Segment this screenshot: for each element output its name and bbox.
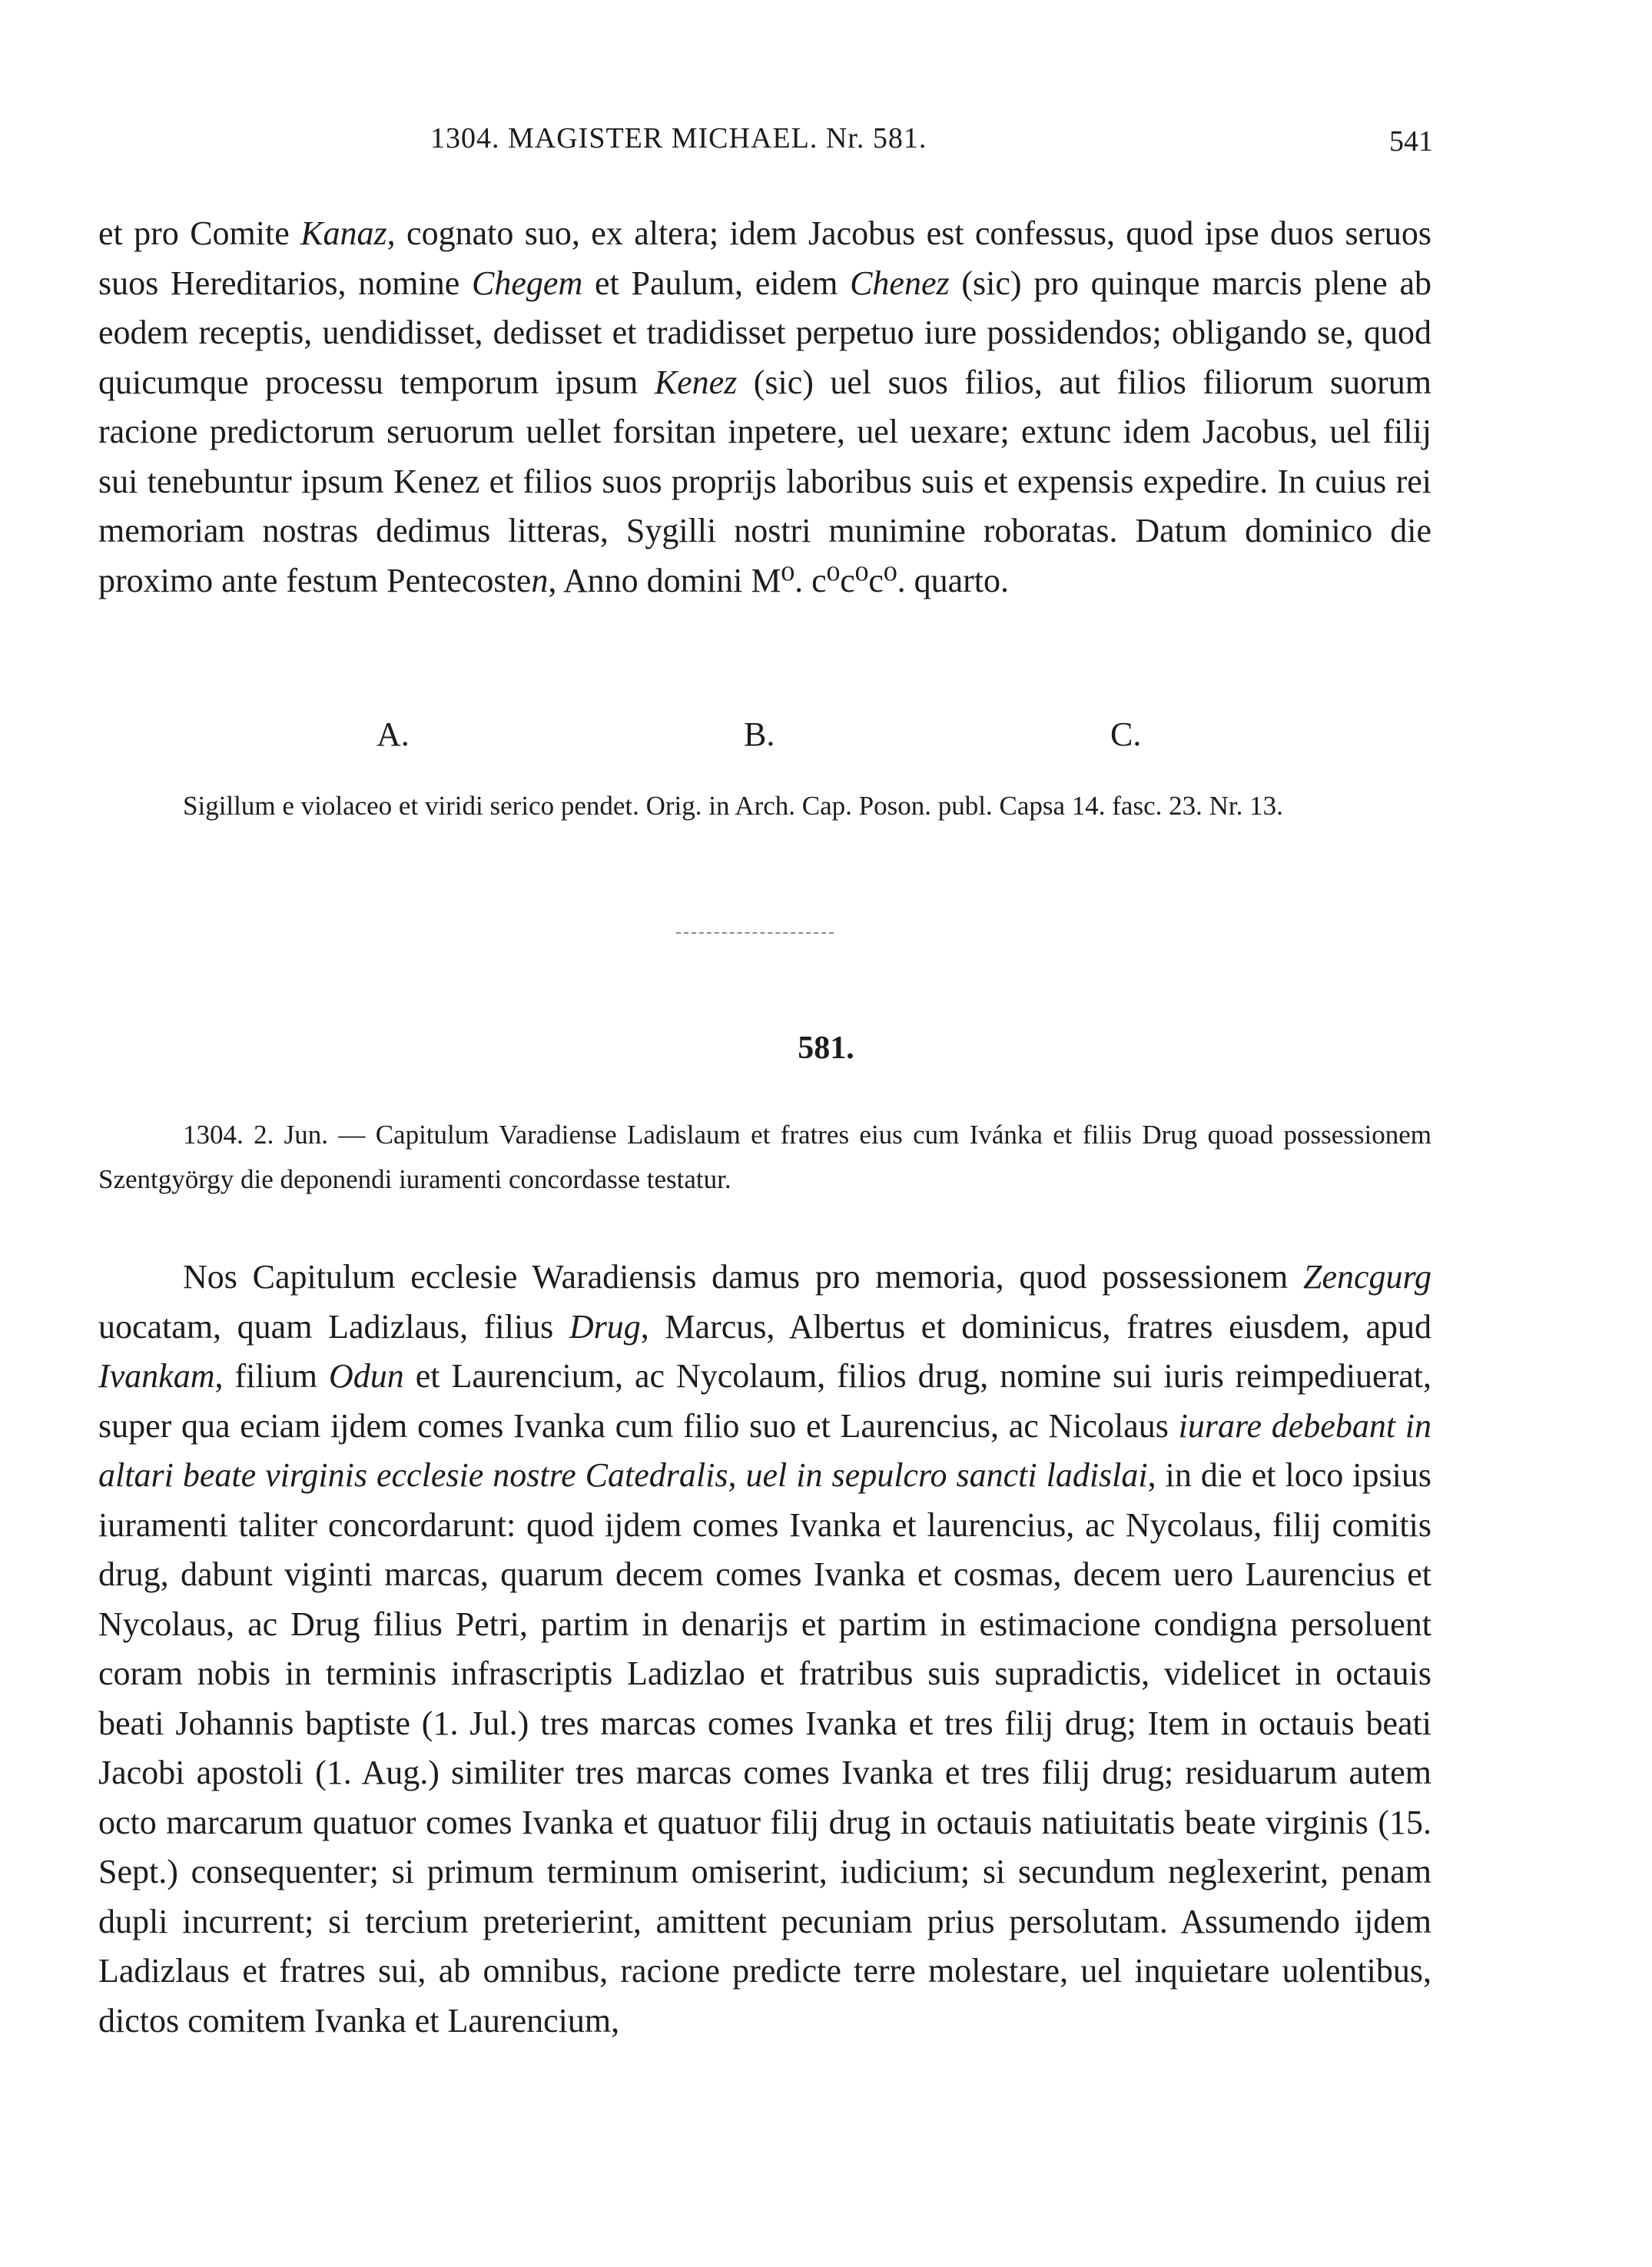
- text-run: , filium: [214, 1357, 329, 1395]
- text-run-italic: Ivankam: [98, 1357, 215, 1395]
- text-run-italic: iurare debebant in altari beate virginis ecclesie nostre Catedralis, uel in sepulcro sancti ladislai: [98, 1406, 1432, 1494]
- text-run: et Paulum, eidem: [582, 264, 851, 302]
- text-run: , Marcus, Albertus et dominicus, fratres eiusdem, apud: [640, 1307, 1431, 1346]
- text-run: , cognato suo, ex altera; idem Jacobus est confessus, quod ipse duos seruos suos Hereditarios, nomine: [98, 214, 1431, 302]
- charter-581-text: [98, 1253, 1431, 2046]
- text-run-italic: Chegem: [472, 264, 583, 302]
- document-number: 581.: [798, 1031, 854, 1066]
- text-run: , Anno domini M⁰. c⁰c⁰c⁰. quarto.: [548, 561, 1010, 599]
- text-run: (sic) pro quinque marcis plene ab eodem receptis, uendidisset, dedisset et tradidisset perpetuo iure possidendos; obligando se, quod quicumque processu temporum ipsum: [98, 264, 1431, 401]
- text-run: (sic) uel suos filios, aut filios filiorum suorum racione predictorum seruorum uellet forsitan inpetere, uel uexare; extunc idem Jacobus, uel filij sui tenebuntur ipsum Kenez et filios suos proprijs laboribus suis et expensis expedire. In cuius rei memoriam nostras dedimus litteras, Sygilli nostri munimine roboratas. Datum dominico die proximo ante festum Pentecoste: [98, 363, 1431, 599]
- text-run-italic: Kanaz: [300, 214, 387, 252]
- text-run: , in die et loco ipsius iuramenti taliter concordarunt: quod ijdem comes Ivanka et laurencius, ac Nycolaus, filij comitis drug, dabunt viginti marcas, quarum decem comes Ivanka et cosmas, decem uero Laurencius et Nycolaus, ac Drug filius Petri, partim in denarijs et partim in estimacione condigna persoluent coram nobis in terminis infrascriptis Ladizlao et fratribus suis supradictis, videlicet in octauis beati Johannis baptiste (1. Jul.) tres marcas comes Ivanka et tres filij drug; Item in octauis beati Jacobi apostoli (1. Aug.) similiter tres marcas comes Ivanka et tres filij drug; residuarum autem octo marcarum quatuor comes Ivanka et quatuor filij drug in octauis natiuitatis beate virginis (15. Sept.) consequenter; si primum terminum omiserint, iudicium; si secundum neglexerint, penam dupli incurrent; si tercium preterierint, amittent pecuniam prius persolutam. Assumendo ijdem Ladizlaus et fratres sui, ab omnibus, racione predicte terre molestare, uel inquietare uolentibus, dictos comitem Ivanka et Laurencium,: [98, 1456, 1431, 2040]
- text-run-italic: Drug: [569, 1307, 641, 1346]
- text-run: et pro Comite: [98, 214, 301, 252]
- text-run-italic: Kenez: [654, 363, 738, 401]
- text-run-italic: Zencgurg: [1302, 1258, 1431, 1296]
- witness-mark-c: C.: [1110, 715, 1142, 753]
- regest-summary: 1304. 2. Jun. — Capitulum Varadiense Ladislaum et fratres eius cum Ivánka et filiis Drug quoad possessionem Szentgyörgy die deponendi iuramenti concordasse testatur.: [98, 1120, 1431, 1194]
- witness-marks: [0, 715, 1652, 761]
- text-run-italic: Odun: [328, 1357, 404, 1395]
- section-divider: [676, 932, 834, 934]
- charter-580-paragraph: [98, 209, 1431, 606]
- charter-580-text: [98, 209, 1431, 606]
- running-head: 1304. MAGISTER MICHAEL. Nr. 581.: [430, 122, 927, 154]
- text-run: uocatam, quam Ladizlaus, filius: [98, 1307, 569, 1346]
- seal-note: Sigillum e violaceo et viridi serico pendet. Orig. in Arch. Cap. Poson. publ. Capsa 14. fasc. 23. Nr. 13.: [183, 791, 1283, 821]
- charter-581-paragraph: [98, 1253, 1431, 2046]
- text-run: et Laurencium, ac Nycolaum, filios drug, nomine sui iuris reimpediuerat, super qua eciam ijdem comes Ivanka cum filio suo et Laurencius, ac Nicolaus: [98, 1357, 1431, 1445]
- witness-mark-a: A.: [377, 715, 410, 753]
- text-run: Nos Capitulum ecclesie Waradiensis damus pro memoria, quod possessionem: [183, 1258, 1303, 1296]
- page-header: [0, 121, 1652, 168]
- text-run-italic: Chenez: [850, 264, 950, 302]
- witness-mark-b: B.: [744, 715, 775, 753]
- text-run-italic: n: [531, 561, 549, 599]
- page-number: 541: [1389, 125, 1433, 158]
